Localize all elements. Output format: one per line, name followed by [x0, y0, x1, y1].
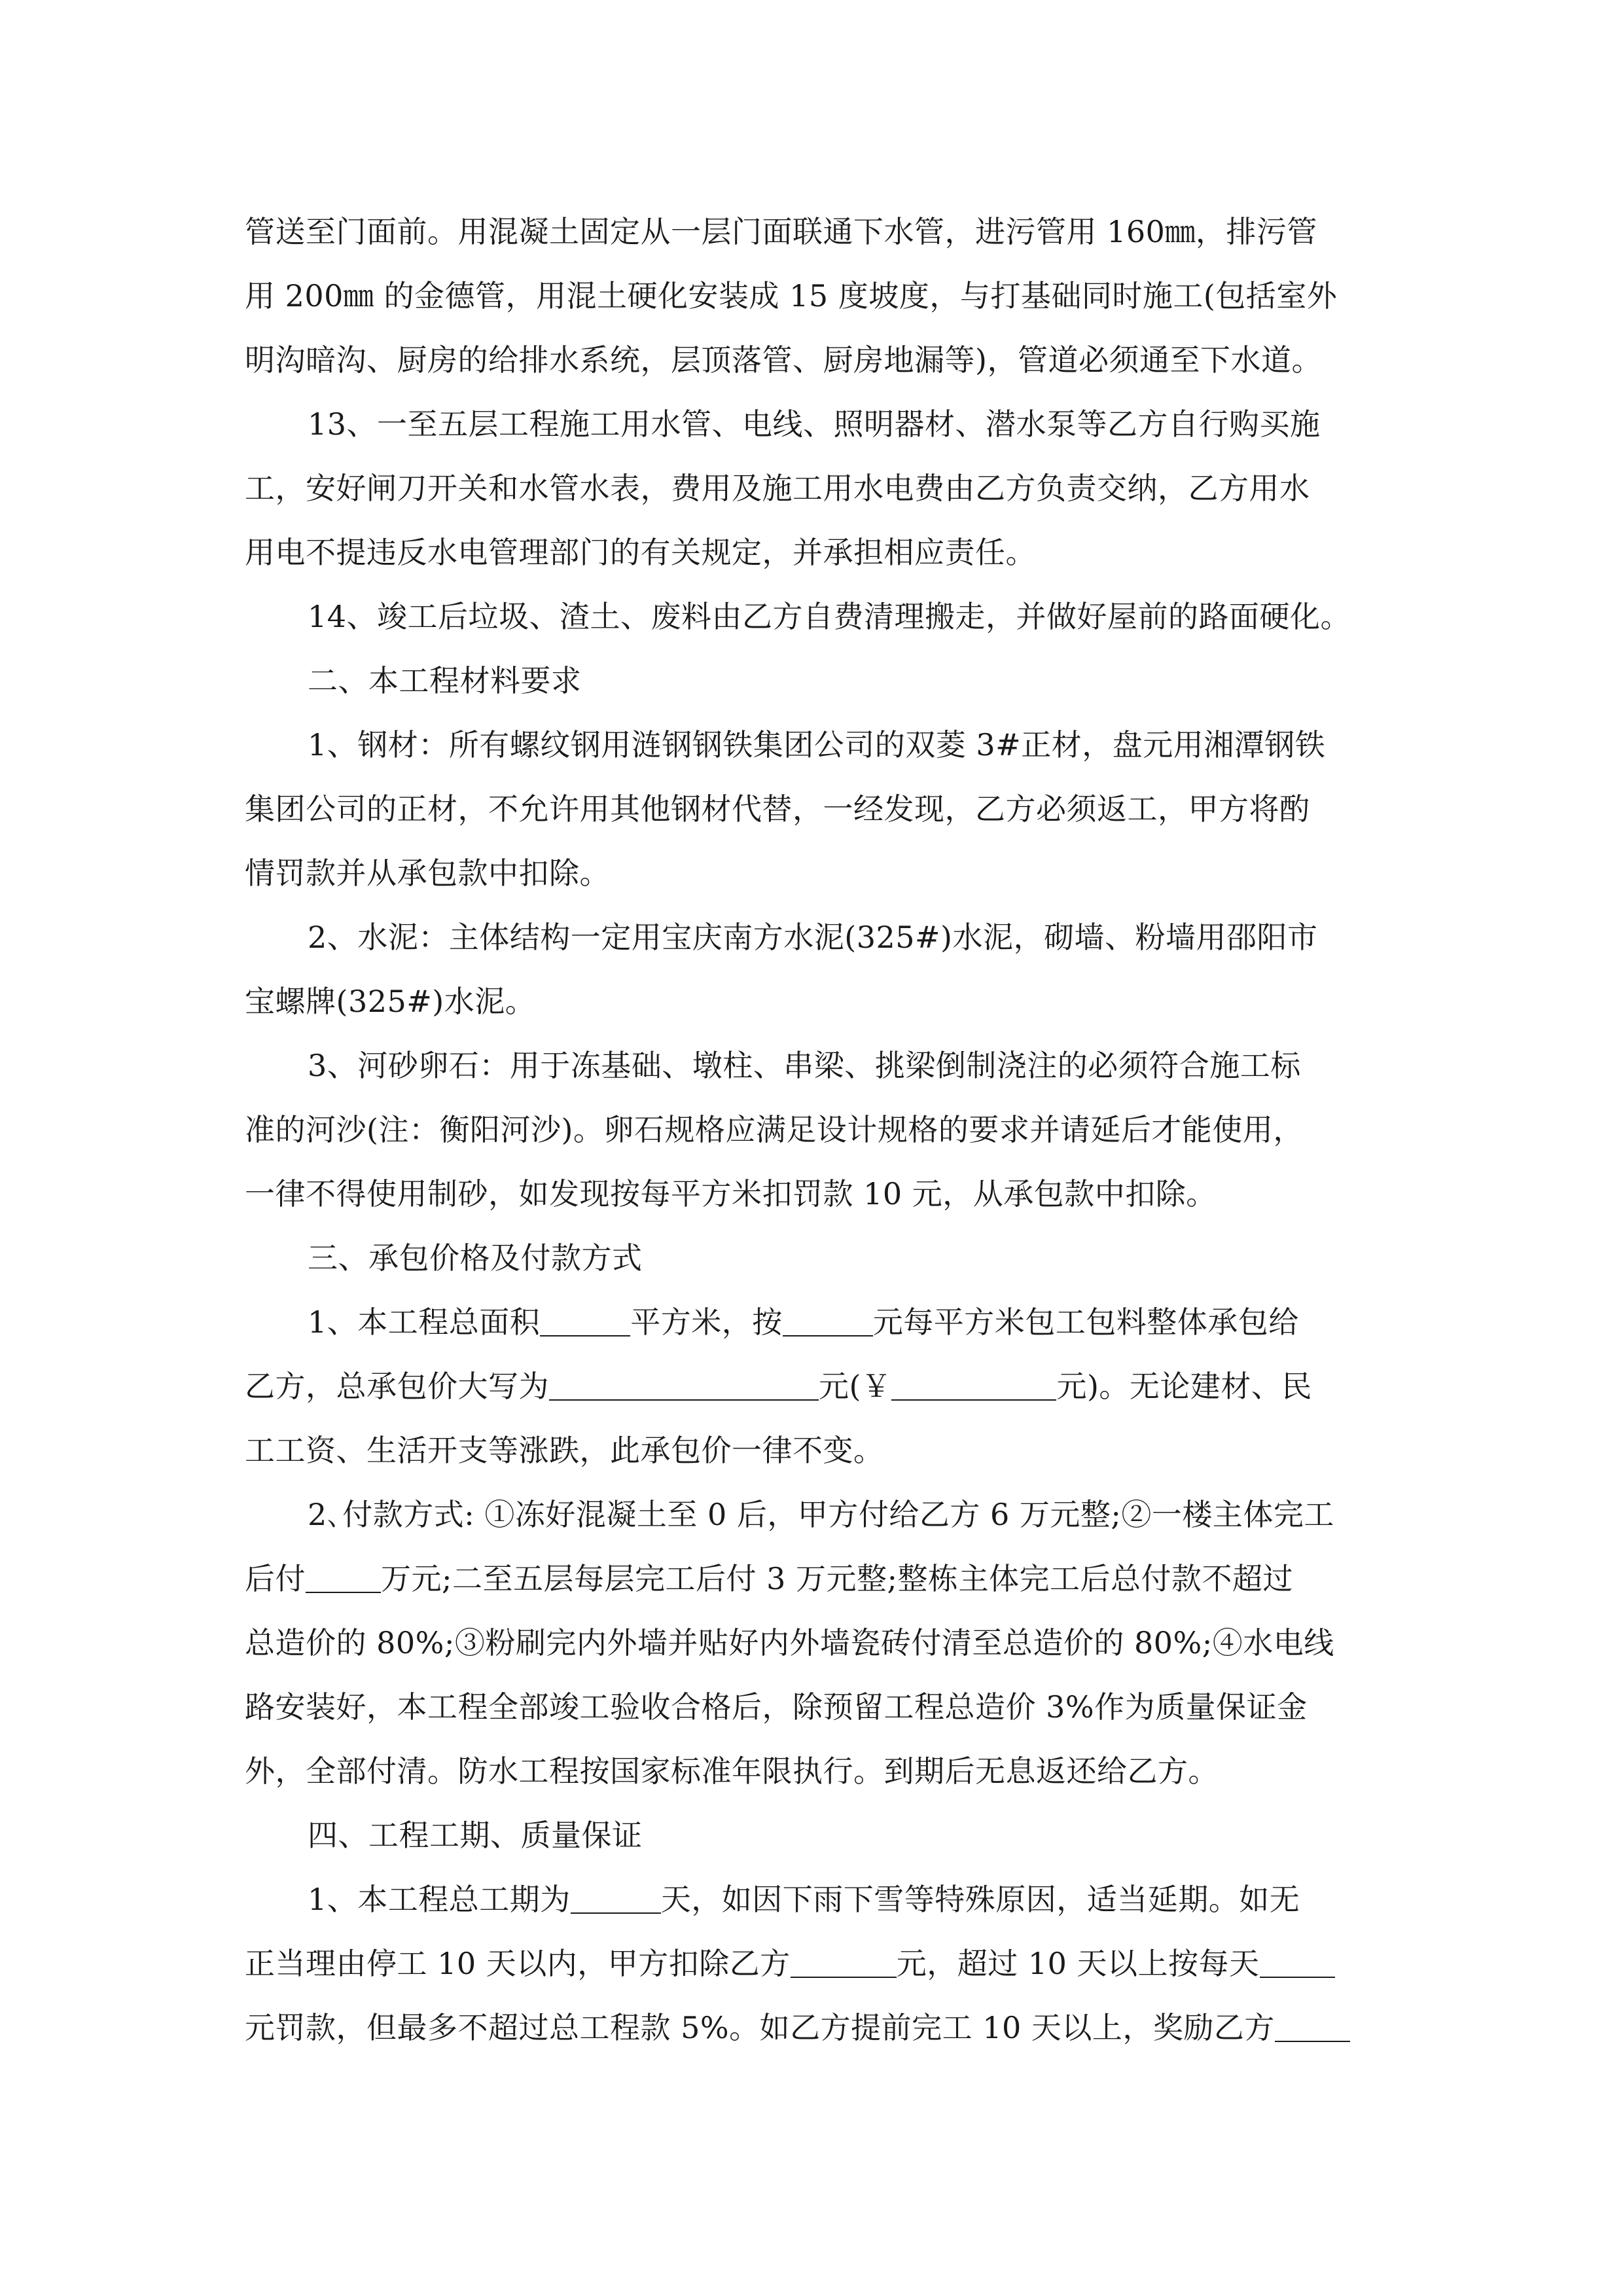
price-text: 元)。无论建材、民: [1056, 1369, 1312, 1404]
price-text: 元(￥: [819, 1369, 892, 1404]
payment-line: 2､付款方式: ①冻好混凝土至 0 后，甲方付给乙方 6 万元整;②一楼主体完工: [308, 1497, 1334, 1532]
payment-text: 后付: [245, 1561, 306, 1596]
deduction-amount-blank[interactable]: [791, 1946, 897, 1978]
clause-13-line: 工，安好闸刀开关和水管水表，费用及施工用水电费由乙方负责交纳，乙方用水: [245, 471, 1310, 506]
price-text: 元每平方米包工包料整体承包给: [872, 1304, 1299, 1340]
price-text: 乙方，总承包价大写为: [245, 1369, 549, 1404]
payment-line: [245, 1547, 1383, 1611]
price-line: [245, 1290, 1383, 1354]
schedule-text: 元罚款，但最多不超过总工程款 5%。如乙方提前完工 10 天以上，奖励乙方: [245, 2010, 1275, 2045]
paragraph-line: 明沟暗沟、厨房的给排水系统，层顶落管、厨房地漏等)，管道必须通至下水道。: [245, 342, 1322, 378]
payment-line: 总造价的 80%;③粉刷完内外墙并贴好内外墙瓷砖付清至总造价的 80%;④水电线: [245, 1625, 1334, 1660]
schedule-line: [245, 1931, 1383, 1996]
total-price-number-blank[interactable]: [891, 1369, 1056, 1401]
bonus-amount-blank[interactable]: [1275, 2011, 1350, 2042]
materials-steel-line: 集团公司的正材，不允许用其他钢材代替，一经发现，乙方必须返工，甲方将酌: [245, 791, 1310, 827]
materials-cement-line: 宝螺牌(325#)水泥。: [245, 984, 536, 1019]
payment-text: 万元;二至五层每层完工后付 3 万元整;整栋主体完工后总付款不超过: [381, 1561, 1294, 1596]
materials-sand-line: 准的河沙(注：衡阳河沙)。卵石规格应满足设计规格的要求并请延后才能使用，: [245, 1112, 1304, 1147]
unit-price-blank[interactable]: [783, 1305, 873, 1336]
price-line: [245, 1354, 1383, 1418]
paragraph-line: 用 200㎜ 的金德管，用混土硬化安装成 15 度坡度，与打基础同时施工(包括室外: [245, 278, 1338, 314]
payment-line: 路安装好，本工程全部竣工验收合格后，除预留工程总造价 3%作为质量保证金: [245, 1689, 1308, 1725]
clause-14-line: 14、竣工后垃圾、渣土、废料由乙方自费清理搬走，并做好屋前的路面硬化。: [308, 599, 1351, 634]
price-line: 工工资、生活开支等涨跌，此承包价一律不变。: [245, 1433, 884, 1468]
payment-amount-blank[interactable]: [306, 1562, 381, 1593]
clause-13-line: 13、一至五层工程施工用水管、电线、照明器材、潜水泵等乙方自行购买施: [308, 406, 1321, 442]
schedule-text: 天，如因下雨下雪等特殊原因，适当延期。如无: [660, 1882, 1300, 1917]
price-text: 平方米，按: [630, 1304, 783, 1340]
materials-steel-line: 情罚款并从承包款中扣除。: [245, 855, 610, 891]
document-body: [245, 200, 1383, 2060]
section-heading-schedule: 四、工程工期、质量保证: [308, 1818, 643, 1853]
payment-line: 外，全部付清。防水工程按国家标准年限执行。到期后无息返还给乙方。: [245, 1753, 1219, 1789]
materials-sand-line: 3、河砂卵石：用于冻基础、墩柱、串梁、挑梁倒制浇注的必须符合施工标: [308, 1048, 1301, 1083]
area-blank[interactable]: [540, 1305, 630, 1336]
schedule-text: 正当理由停工 10 天以内，甲方扣除乙方: [245, 1946, 791, 1981]
duration-days-blank[interactable]: [571, 1882, 661, 1914]
paragraph-line: 管送至门面前。用混凝土固定从一层门面联通下水管，进污管用 160㎜，排污管: [245, 214, 1317, 249]
section-heading-materials: 二、本工程材料要求: [308, 663, 582, 698]
section-heading-price: 三、承包价格及付款方式: [308, 1240, 643, 1276]
materials-steel-line: 1、钢材：所有螺纹钢用涟钢钢铁集团公司的双菱 3#正材，盘元用湘潭钢铁: [308, 727, 1326, 762]
schedule-line: [245, 1867, 1383, 1931]
materials-cement-line: 2、水泥：主体结构一定用宝庆南方水泥(325#)水泥，砌墙、粉墙用邵阳市: [308, 920, 1318, 955]
schedule-line: [245, 1996, 1383, 2060]
schedule-text: 1、本工程总工期为: [308, 1882, 571, 1917]
total-price-words-blank[interactable]: [549, 1369, 819, 1401]
materials-sand-line: 一律不得使用制砂，如发现按每平方米扣罚款 10 元，从承包款中扣除。: [245, 1176, 1217, 1211]
clause-13-line: 用电不提违反水电管理部门的有关规定，并承担相应责任。: [245, 535, 1036, 570]
schedule-text: 元，超过 10 天以上按每天: [896, 1946, 1260, 1981]
daily-penalty-blank[interactable]: [1260, 1946, 1335, 1978]
price-text: 1、本工程总面积: [308, 1304, 541, 1340]
